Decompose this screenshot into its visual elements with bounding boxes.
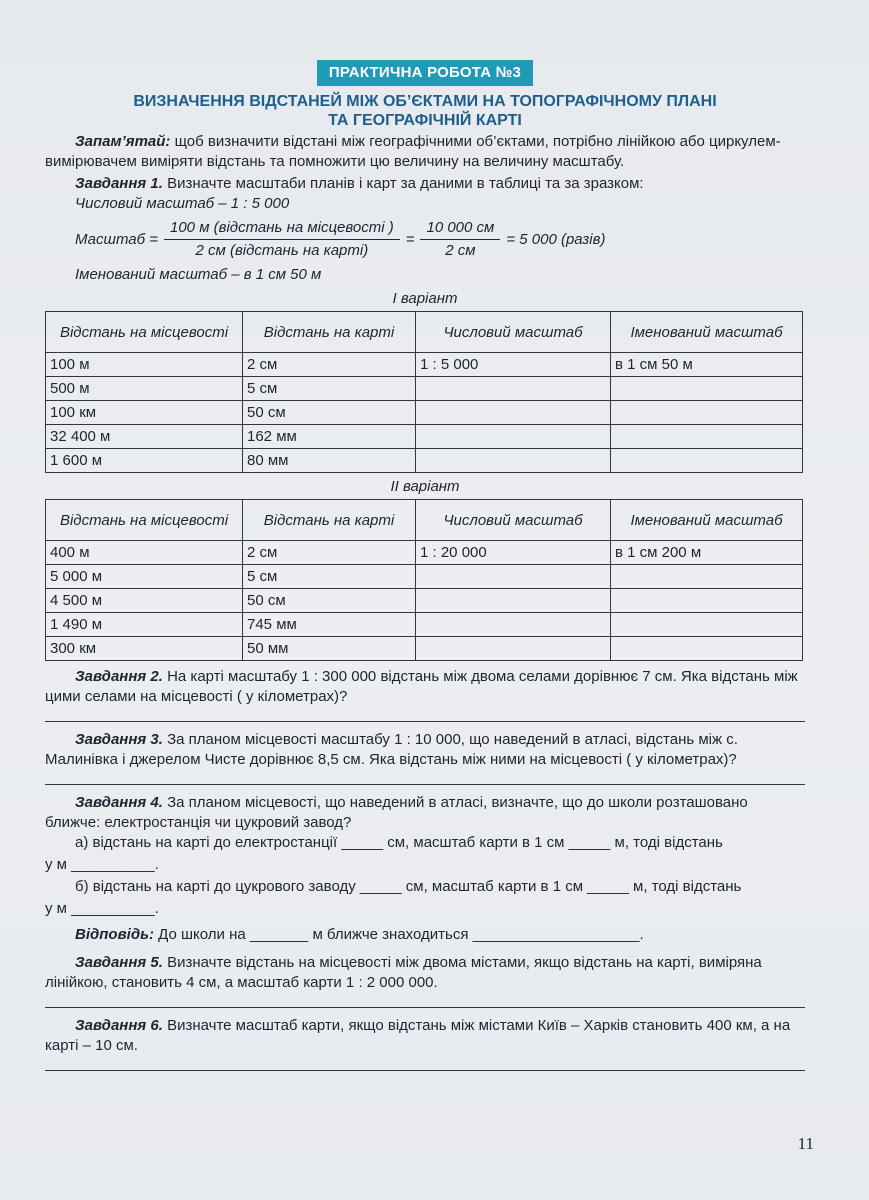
- title-line-2: ТА ГЕОГРАФІЧНІЙ КАРТІ: [328, 112, 522, 129]
- table-cell: 300 км: [46, 637, 243, 661]
- table-cell: [416, 637, 611, 661]
- header-ground-distance: Відстань на місцевості: [46, 500, 243, 541]
- table-cell: [611, 401, 803, 425]
- table-cell: [611, 565, 803, 589]
- header-numeric-scale: Числовий масштаб: [416, 312, 611, 353]
- table-cell: [416, 377, 611, 401]
- table-cell: 50 см: [243, 589, 416, 613]
- task4-part-a-line2: у м __________.: [45, 856, 159, 873]
- table-row: [46, 353, 803, 377]
- title-line-1: ВИЗНАЧЕННЯ ВІДСТАНЕЙ МІЖ ОБ’ЄКТАМИ НА ТОПОГРАФІЧНОМУ ПЛАНІ: [133, 93, 717, 110]
- table-row: [46, 637, 803, 661]
- table-row: [46, 565, 803, 589]
- table-cell: 50 см: [243, 401, 416, 425]
- table-cell: 1 490 м: [46, 613, 243, 637]
- variant-1-label: І варіант: [392, 290, 458, 307]
- task4-label: Завдання 4.: [75, 794, 163, 811]
- fraction-2: [420, 218, 500, 261]
- variant-2-label: ІІ варіант: [390, 478, 460, 495]
- task6-label: Завдання 6.: [75, 1017, 163, 1034]
- table-cell: 2 см: [243, 541, 416, 565]
- page-content: [45, 60, 805, 1079]
- formula-lhs: Масштаб =: [75, 230, 158, 248]
- remember-text: щоб визначити відстані між географічними об’єктами, потрібно лінійкою або циркулем-вимірювачем виміряти відстань та помножити цю величину на величину масштабу.: [45, 133, 781, 170]
- table-cell: 4 500 м: [46, 589, 243, 613]
- formula-result: = 5 000 (разів): [506, 230, 606, 248]
- table-cell: 100 м: [46, 353, 243, 377]
- table-row: [46, 589, 803, 613]
- fraction-1: [164, 218, 400, 261]
- task1-paragraph: [45, 174, 805, 194]
- table-row: [46, 613, 803, 637]
- table-cell: [416, 449, 611, 473]
- table-header-row: [46, 500, 803, 541]
- table-cell: [611, 449, 803, 473]
- task1-text: Визначте масштаби планів і карт за даними в таблиці та за зразком:: [162, 175, 644, 192]
- table-cell: 100 км: [46, 401, 243, 425]
- table-row: [46, 425, 803, 449]
- table-cell: [416, 613, 611, 637]
- table-cell: 80 мм: [243, 449, 416, 473]
- task3-text: За планом місцевості масштабу 1 : 10 000, що наведений в атласі, відстань між с. Малинівка і джерелом Чисте дорівнює 8,5 см. Яка відстань між ними на місцевості ( у кілометрах)?: [45, 731, 738, 768]
- table-cell: [416, 401, 611, 425]
- table-header-row: [46, 312, 803, 353]
- scale-formula: [75, 218, 805, 261]
- variant-1-table: [45, 311, 803, 473]
- task3-paragraph: [45, 730, 805, 770]
- task2-label: Завдання 2.: [75, 668, 163, 685]
- table-cell: [416, 425, 611, 449]
- task4-part-a-line1: а) відстань на карті до електростанції _____ см, масштаб карти в 1 см _____ м, тоді відстань: [75, 834, 723, 851]
- table-row: [46, 401, 803, 425]
- header-map-distance: Відстань на карті: [243, 312, 416, 353]
- task6-answer-line[interactable]: [45, 1056, 805, 1071]
- task5-text: Визначте відстань на місцевості між двома містами, якщо відстань на карті, виміряна лінійкою, становить 4 см, а масштаб карти 1 : 2 000 000.: [45, 954, 762, 991]
- fraction-2-denominator: 2 см: [445, 242, 476, 259]
- task5-label: Завдання 5.: [75, 954, 163, 971]
- variant-2-table: [45, 499, 803, 661]
- table-cell: 1 600 м: [46, 449, 243, 473]
- formula-equals: =: [405, 230, 415, 248]
- table-cell: [611, 637, 803, 661]
- page-title: [45, 92, 805, 130]
- table-cell: 32 400 м: [46, 425, 243, 449]
- header-named-scale: Іменований масштаб: [611, 500, 803, 541]
- header-ground-distance: Відстань на місцевості: [46, 312, 243, 353]
- table-cell: [611, 425, 803, 449]
- header-numeric-scale: Числовий масштаб: [416, 500, 611, 541]
- table-cell: 5 см: [243, 565, 416, 589]
- task6-text: Визначте масштаб карти, якщо відстань між містами Київ – Харків становить 400 км, а на карті – 10 см.: [45, 1017, 791, 1054]
- remember-paragraph: [45, 132, 805, 172]
- practical-work-badge: ПРАКТИЧНА РОБОТА №3: [317, 60, 533, 86]
- table-cell: в 1 см 50 м: [611, 353, 803, 377]
- task2-answer-line[interactable]: [45, 707, 805, 722]
- task4-answer-label: Відповідь:: [75, 926, 154, 943]
- table-cell: в 1 см 200 м: [611, 541, 803, 565]
- table-row: [46, 449, 803, 473]
- fraction-1-denominator: 2 см (відстань на карті): [195, 242, 369, 259]
- table-row: [46, 377, 803, 401]
- table-cell: 400 м: [46, 541, 243, 565]
- page-number: 11: [797, 1134, 814, 1153]
- fraction-2-numerator: 10 000 см: [420, 218, 500, 240]
- task1-label: Завдання 1.: [75, 175, 163, 192]
- table-cell: 162 мм: [243, 425, 416, 449]
- task4-answer-text: До школи на _______ м ближче знаходиться ____________________.: [154, 926, 644, 943]
- task3-label: Завдання 3.: [75, 731, 163, 748]
- task4-answer: [75, 925, 805, 945]
- table-cell: [611, 613, 803, 637]
- header-named-scale: Іменований масштаб: [611, 312, 803, 353]
- task5-paragraph: [45, 953, 805, 993]
- remember-label: Запам’ятай:: [75, 133, 171, 150]
- table-cell: 500 м: [46, 377, 243, 401]
- table-cell: 1 : 5 000: [416, 353, 611, 377]
- task4-part-b-line1: б) відстань на карті до цукрового заводу _____ см, масштаб карти в 1 см _____ м, тоді відстань: [75, 878, 742, 895]
- table-cell: 50 мм: [243, 637, 416, 661]
- task4-paragraph: [45, 793, 805, 833]
- task5-answer-line[interactable]: [45, 993, 805, 1008]
- table-cell: [416, 589, 611, 613]
- task4-text: За планом місцевості, що наведений в атласі, визначте, що до школи розташовано ближче: електростанція чи цукровий завод?: [45, 794, 748, 831]
- header-map-distance: Відстань на карті: [243, 500, 416, 541]
- table-cell: [416, 565, 611, 589]
- task2-paragraph: [45, 667, 805, 707]
- table-cell: 2 см: [243, 353, 416, 377]
- task2-text: На карті масштабу 1 : 300 000 відстань між двома селами дорівнює 7 см. Яка відстань між цими селами на місцевості ( у кілометрах)?: [45, 668, 798, 705]
- fraction-1-numerator: 100 м (відстань на місцевості ): [164, 218, 400, 240]
- table-cell: 5 см: [243, 377, 416, 401]
- table-cell: [611, 377, 803, 401]
- task3-answer-line[interactable]: [45, 770, 805, 785]
- task4-part-b-line2: у м __________.: [45, 900, 159, 917]
- numeric-scale-example: Числовий масштаб – 1 : 5 000: [75, 195, 290, 212]
- table-cell: 745 мм: [243, 613, 416, 637]
- table-cell: 5 000 м: [46, 565, 243, 589]
- named-scale-example: Іменований масштаб – в 1 см 50 м: [75, 266, 322, 283]
- task6-paragraph: [45, 1016, 805, 1056]
- table-row: [46, 541, 803, 565]
- table-cell: [611, 589, 803, 613]
- table-cell: 1 : 20 000: [416, 541, 611, 565]
